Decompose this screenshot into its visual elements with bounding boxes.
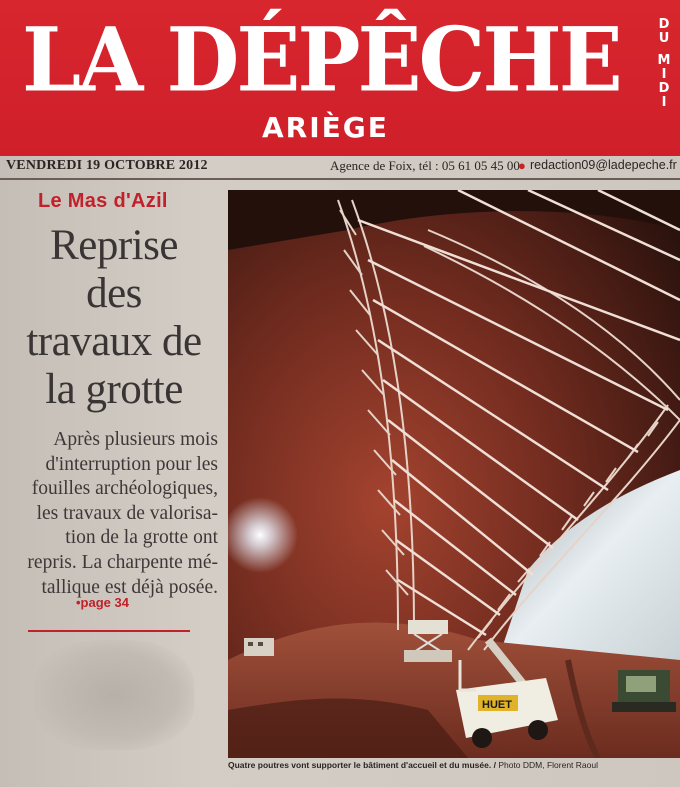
- photo-credit: Photo DDM, Florent Raoul: [498, 760, 598, 770]
- article-headline: [2, 222, 226, 414]
- site-cabin: [244, 638, 274, 656]
- headline-line: des: [86, 270, 142, 317]
- lede-line: repris. La charpente mé-: [27, 551, 218, 573]
- issue-date: VENDREDI 19 OCTOBRE 2012: [6, 158, 208, 173]
- excavator: [612, 670, 676, 712]
- headline-line: Reprise: [50, 222, 178, 269]
- faded-area: [34, 640, 194, 750]
- contact-email: redaction09@ladepeche.fr: [530, 158, 677, 172]
- info-bar: [0, 156, 680, 180]
- lede-line: d'interruption pour les: [45, 453, 218, 475]
- lede-line: les travaux de valorisa-: [36, 502, 218, 524]
- lede-line: Après plusieurs mois: [53, 429, 218, 450]
- lede-line: tallique est déjà posée.: [41, 576, 218, 598]
- vehicle-label: HUET: [482, 699, 512, 711]
- edition-name: ARIÈGE: [262, 111, 389, 144]
- masthead: [0, 0, 680, 156]
- article-lede: [6, 428, 218, 600]
- headline-line: la grotte: [45, 366, 183, 413]
- newspaper-title: LA DÉPÊCHE: [22, 7, 620, 112]
- divider: [28, 630, 190, 632]
- lede-line: fouilles archéologiques,: [31, 478, 218, 500]
- cave-photo: [228, 190, 680, 758]
- page-reference: •page 34: [76, 595, 129, 610]
- headline-line: travaux de: [26, 318, 202, 365]
- agency-contact: Agence de Foix, tél : 05 61 05 45 00: [330, 158, 520, 173]
- photo-caption: [228, 760, 680, 770]
- caption-text: Quatre poutres vont supporter le bâtiment d'accueil et du musée. /: [228, 760, 496, 770]
- du-midi-label: D U M I D I: [657, 17, 671, 110]
- lede-line: tion de la grotte ont: [65, 527, 218, 549]
- article-kicker: Le Mas d'Azil: [38, 190, 168, 212]
- bullet-icon: ●: [518, 158, 526, 173]
